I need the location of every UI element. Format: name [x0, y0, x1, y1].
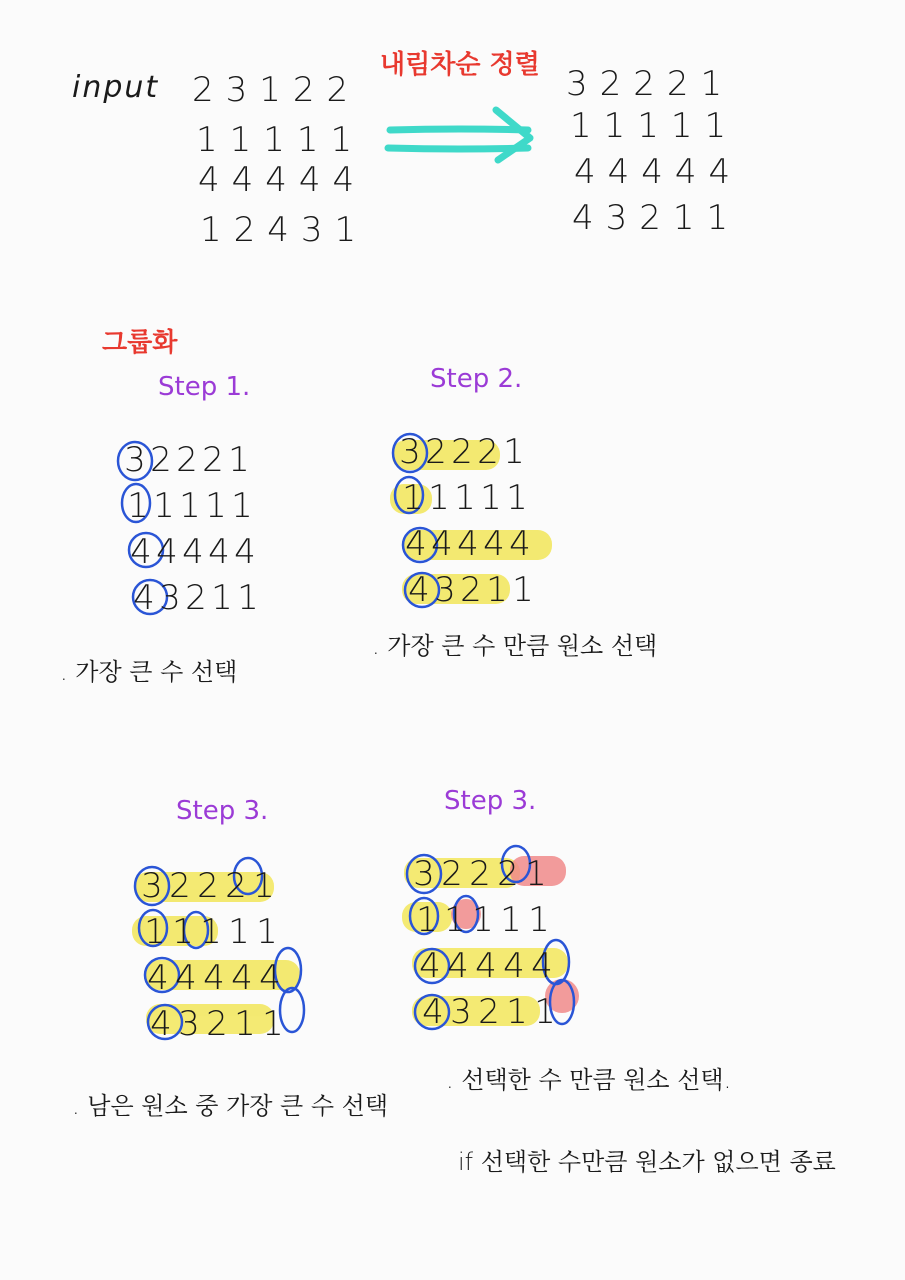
- grouping-title: 그룹화: [102, 328, 178, 358]
- matrix-digit: 1: [454, 478, 476, 518]
- matrix-digit: 1: [428, 478, 450, 518]
- matrix-digit: 1: [500, 900, 522, 940]
- step3b-title: Step 3.: [444, 786, 537, 816]
- matrix-digit: 3: [413, 854, 435, 894]
- input-row-2: 11111: [196, 120, 365, 160]
- matrix-digit: 4: [422, 992, 444, 1032]
- matrix-digit: 2: [206, 1004, 228, 1044]
- matrix-digit: 1: [416, 900, 438, 940]
- matrix-digit: 4: [457, 524, 479, 564]
- matrix-digit: 4: [509, 524, 531, 564]
- matrix-digit: 1: [444, 900, 466, 940]
- matrix-digit: 4: [405, 524, 427, 564]
- matrix-digit: 4: [503, 946, 525, 986]
- matrix-digit: 4: [475, 946, 497, 986]
- matrix-digit: 1: [506, 478, 528, 518]
- matrix-digit: 2: [176, 440, 198, 480]
- matrix-digit: 1: [172, 912, 194, 952]
- matrix-digit: 2: [460, 570, 482, 610]
- matrix-digit: 3: [399, 432, 421, 472]
- step2-note: . 가장 큰 수 만큼 원소 선택: [372, 632, 658, 660]
- matrix-digit: 1: [472, 900, 494, 940]
- matrix-digit: 1: [153, 486, 175, 526]
- arrow-right-icon: [388, 110, 530, 160]
- matrix-digit: 2: [185, 578, 207, 618]
- matrix-digit: 4: [231, 958, 253, 998]
- matrix-digit: 4: [130, 532, 152, 572]
- matrix-digit: 3: [124, 440, 146, 480]
- matrix-digit: 1: [256, 912, 278, 952]
- matrix-digit: 4: [156, 532, 178, 572]
- matrix-digit: 1: [503, 432, 525, 472]
- matrix-digit: 1: [506, 992, 528, 1032]
- step1-note: . 가장 큰 수 선택: [60, 658, 238, 686]
- matrix-digit: 2: [169, 866, 191, 906]
- sorted-row-2: 11111: [570, 106, 739, 146]
- matrix-digit: 4: [133, 578, 155, 618]
- matrix-digit: 1: [512, 570, 534, 610]
- input-label: input: [72, 70, 160, 105]
- matrix-digit: 4: [483, 524, 505, 564]
- matrix-digit: 3: [141, 866, 163, 906]
- matrix-digit: 1: [402, 478, 424, 518]
- matrix-digit: 4: [175, 958, 197, 998]
- matrix-digit: 3: [450, 992, 472, 1032]
- matrix-digit: 4: [150, 1004, 172, 1044]
- sorted-row-4: 43211: [572, 198, 741, 238]
- matrix-digit: 4: [408, 570, 430, 610]
- step3b-note: . 선택한 수 만큼 원소 선택.: [446, 1066, 732, 1094]
- matrix-digit: 1: [234, 1004, 256, 1044]
- matrix-digit: 1: [228, 440, 250, 480]
- matrix-digit: 2: [150, 440, 172, 480]
- matrix-digit: 2: [425, 432, 447, 472]
- matrix-digit: 4: [203, 958, 225, 998]
- input-row-1: 23122: [192, 70, 361, 110]
- matrix-digit: 1: [228, 912, 250, 952]
- input-row-3: 44444: [198, 160, 367, 200]
- matrix-digit: 2: [225, 866, 247, 906]
- sorted-row-3: 44444: [574, 152, 743, 192]
- matrix-digit: 4: [147, 958, 169, 998]
- matrix-digit: 3: [434, 570, 456, 610]
- matrix-digit: 4: [208, 532, 230, 572]
- matrix-digit: 1: [200, 912, 222, 952]
- matrix-digit: 1: [525, 854, 547, 894]
- matrix-digit: 4: [447, 946, 469, 986]
- matrix-digit: 3: [178, 1004, 200, 1044]
- matrix-digit: 4: [182, 532, 204, 572]
- matrix-digit: 2: [441, 854, 463, 894]
- sort-title: 내림차순 정렬: [380, 50, 540, 80]
- step2-title: Step 2.: [430, 364, 523, 394]
- matrix-digit: 1: [127, 486, 149, 526]
- matrix-digit: 1: [231, 486, 253, 526]
- matrix-digit: 1: [205, 486, 227, 526]
- termination-note: if 선택한 수만큼 원소가 없으면 종료: [458, 1148, 836, 1176]
- matrix-digit: 4: [234, 532, 256, 572]
- matrix-digit: 2: [497, 854, 519, 894]
- matrix-digit: 4: [531, 946, 553, 986]
- step1-title: Step 1.: [158, 372, 251, 402]
- matrix-digit: 1: [253, 866, 275, 906]
- matrix-digit: 1: [534, 992, 556, 1032]
- matrix-digit: 1: [237, 578, 259, 618]
- matrix-digit: 2: [197, 866, 219, 906]
- step3a-title: Step 3.: [176, 796, 269, 826]
- matrix-digit: 4: [431, 524, 453, 564]
- matrix-digit: 2: [477, 432, 499, 472]
- matrix-digit: 4: [419, 946, 441, 986]
- matrix-digit: 3: [159, 578, 181, 618]
- matrix-digit: 4: [259, 958, 281, 998]
- matrix-digit: 1: [211, 578, 233, 618]
- matrix-digit: 2: [478, 992, 500, 1032]
- input-row-4: 12431: [200, 210, 369, 250]
- matrix-digit: 1: [528, 900, 550, 940]
- matrix-digit: 2: [469, 854, 491, 894]
- matrix-digit: 1: [262, 1004, 284, 1044]
- sorted-row-1: 32221: [566, 64, 735, 104]
- matrix-digit: 2: [451, 432, 473, 472]
- matrix-digit: 1: [480, 478, 502, 518]
- matrix-digit: 1: [486, 570, 508, 610]
- matrix-digit: 1: [179, 486, 201, 526]
- step3a-note: . 남은 원소 중 가장 큰 수 선택: [72, 1092, 389, 1120]
- matrix-digit: 2: [202, 440, 224, 480]
- matrix-digit: 1: [144, 912, 166, 952]
